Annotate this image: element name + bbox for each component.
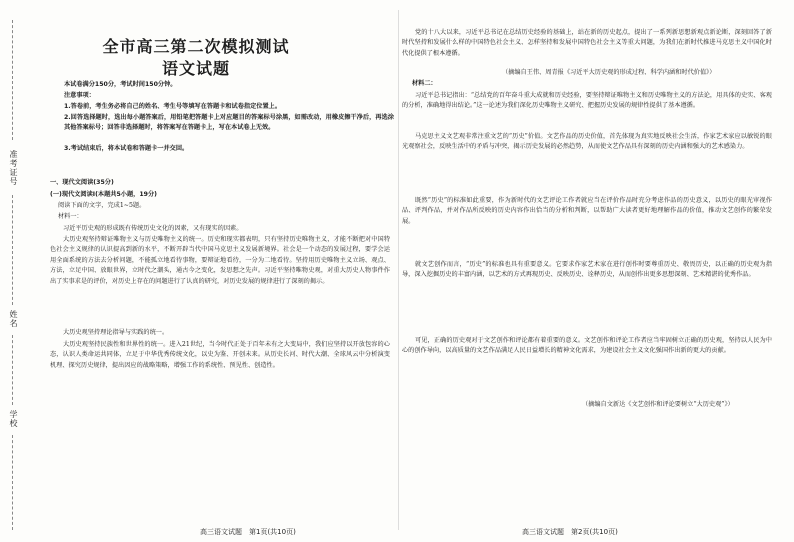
source-note: （摘编自文新达《文艺创作和评论要树立“大历史观”》） xyxy=(582,401,734,408)
page-footer: 高三语文试题 第1页(共10页) xyxy=(200,528,296,536)
exam-subtitle: 语文试题 xyxy=(161,59,230,78)
source-note: （摘编自王伟、周青报《习近平大历史观的形成过程、科学内涵和时代价值》） xyxy=(502,69,716,76)
paragraph: 习近平总书记指出：“总结党的百年奋斗重大成就和历史经验，要坚持辩证唯物主义和历史唯物主义的方法论，用具体的史实、客观的分析，准确地得出结论。”这一论述为我们深化历史唯物主义研究、把握历史发展的规律性提供了基本遵循。 xyxy=(402,92,772,110)
notes-heading: 注意事项： xyxy=(64,92,95,99)
binding-margin xyxy=(2,0,36,542)
material-label: 材料一： xyxy=(58,213,83,220)
dashed-line xyxy=(12,335,13,405)
note-item: 2.回答选择题时，选出每小题答案后，用铅笔把答题卡上对应题目的答案标号涂黑，如需改动，用橡皮擦干净后，再选涂其他答案标号；回答非选择题时，将答案写在答题卡上，写在本试卷上无效。 xyxy=(64,114,394,132)
paragraph: 习近平历史观的形成既有传统历史文化的因素，又有现实的因素。 xyxy=(63,225,243,232)
paragraph: 就文艺创作而言，“历史”的标准也具有重要意义。它要求作家艺术家在进行创作时要尊重历史、敬畏历史，以正确的历史观为指导，深入挖掘历史的丰富内涵，以艺术的方式再现历史、反映历史、诠释历史，从而创作出更多思想深刻、艺术精湛的优秀作品。 xyxy=(402,261,772,279)
paragraph: 既然“历史”的标准如此重要，作为新时代的文艺评论工作者就应当在评价作品时充分考虑作品的历史意义，以历史的眼光审视作品、评判作品，并对作品所反映的历史内容作出恰当的分析和判断，以帮助广大读者更好地理解作品的价值，推动文艺创作的繁荣发展。 xyxy=(402,197,772,225)
page-divider xyxy=(398,10,399,530)
section-heading: 一、现代文阅读(35分) xyxy=(50,179,114,186)
dashed-line xyxy=(12,195,13,305)
paragraph: 党的十八大以来，习近平总书记在总结历史经验的基础上，站在新的历史起点，提出了一系列新思想新观点新论断，深刻回答了新时代坚持和发展什么样的中国特色社会主义、怎样坚持和发展中国特色社会主义等重大问题，为我们在新时代推进马克思主义中国化时代化提供了根本遵循。 xyxy=(402,29,772,57)
paragraph: 可见，正确的历史观对于文艺创作和评论都有着重要的意义。文艺创作和评论工作者应当牢固树立正确的历史观，坚持以人民为中心的创作导向，以高质量的文艺作品满足人民日益增长的精神文化需求，为建设社会主义文化强国作出新的更大的贡献。 xyxy=(402,337,772,355)
paragraph: 马克思主义文艺观非常注重文艺的“历史”价值。文艺作品的历史价值，首先体现为真实地反映社会生活，作家艺术家应以敏锐的眼光观察社会，反映生活中的矛盾与冲突，揭示历史发展的必然趋势，从而使文艺作品具有深刻的历史内涵和强大的艺术感染力。 xyxy=(402,133,772,151)
dashed-line xyxy=(12,20,13,140)
paragraph: 大历史观坚持辩证唯物主义与历史唯物主义的统一。历史和现实都表明，只有坚持历史唯物主义，才能不断把对中国特色社会主义规律的认识提高到新的水平，不断开辟当代中国马克思主义发展新境界。社会是一个动态的发展过程，要学会运用全面系统的方法去分析问题，不能孤立地看待事物，要辩证地看待，一分为二地看待。坚持用历史唯物主义立场、观点、方法，立足中国、放眼世界，立时代之潮头，通古今之变化，发思想之先声。习近平坚持唯物史观，对重大历史人物事件作出了实事求是的评价，对历史上存在的问题进行了认真的研究，对历史发展的规律进行了深刻的揭示。 xyxy=(50,236,390,285)
instruction: 阅读下面的文字，完成1~5题。 xyxy=(58,202,146,209)
name-label: 姓名 xyxy=(9,310,18,328)
exam-intro: 本试卷满分150分，考试时间150分钟。 xyxy=(64,81,177,88)
exam-number-label: 准考证号 xyxy=(9,150,18,186)
paragraph: 大历史观坚持民族性和世界性的统一。进入21世纪，当今时代正处于百年未有之大变局中，我们应坚持以开放包容的心态，认识人类命运共同体，立足于中华优秀传统文化，以史为鉴、开创未来。从历史长河、时代大潮、全球风云中分析演变机理、探究历史规律，提出因应的战略策略，增强工作的系统性、预见性、创造性。 xyxy=(50,341,390,369)
dashed-line xyxy=(12,435,13,530)
page-footer: 高三语文试题 第2页(共10页) xyxy=(522,528,618,536)
note-item: 1.答卷前，考生务必将自己的姓名、考生号等填写在答题卡和试卷指定位置上。 xyxy=(64,103,282,110)
paragraph: 大历史观坚持理论指导与实践的统一。 xyxy=(63,329,169,336)
exam-title: 全市高三第二次模拟测试 xyxy=(102,37,290,56)
note-item: 3.考试结束后，将本试卷和答题卡一并交回。 xyxy=(64,145,189,152)
subsection-heading: (一)现代文阅读Ⅰ(本题共5小题，19分) xyxy=(50,191,157,198)
school-label: 学校 xyxy=(9,410,18,428)
material-label: 材料二： xyxy=(412,80,437,87)
